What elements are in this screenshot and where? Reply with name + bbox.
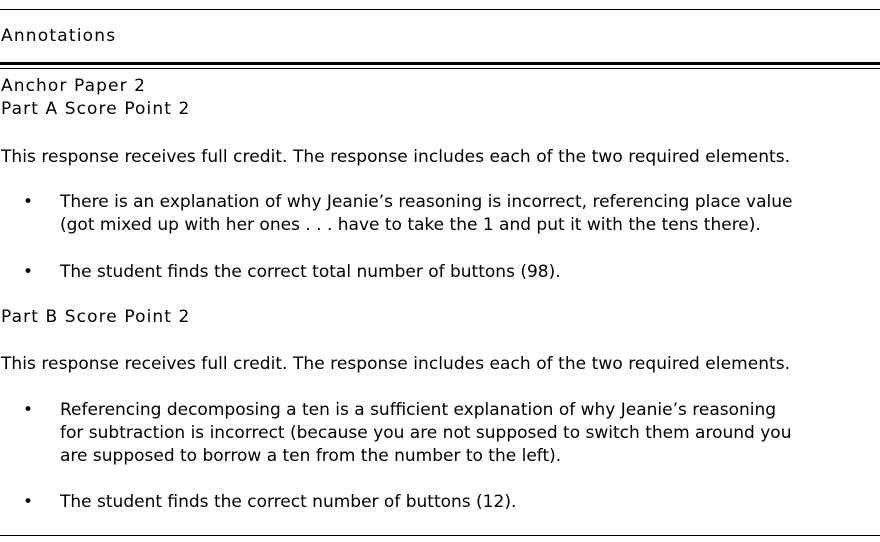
part-b-title: Part B Score Point 2 [1,307,191,327]
bottom-rule [0,535,880,536]
part-a-summary: This response receives full credit. The response includes each of the two required elements. [1,147,791,167]
header-thick-rule [0,62,880,65]
header-thin-rule [0,68,880,69]
annotations-heading: Annotations [1,26,117,46]
part-a-title: Part A Score Point 2 [1,99,191,119]
part-b-bullet-1-marker: • [23,400,34,420]
part-b-bullet-2-line-1: The student finds the correct number of buttons (12). [60,492,517,512]
part-a-bullet-2-line-1: The student finds the correct total number of buttons (98). [60,262,561,282]
part-b-summary: This response receives full credit. The response includes each of the two required elements. [1,354,791,374]
anchor-paper-title: Anchor Paper 2 [1,76,147,96]
part-b-bullet-2-marker: • [23,492,34,512]
part-a-bullet-2-marker: • [23,262,34,282]
part-a-bullet-1-marker: • [23,192,34,212]
top-rule [0,9,880,10]
part-b-bullet-1-line-3: are supposed to borrow a ten from the number to the left). [60,446,562,466]
part-b-bullet-1-line-1: Referencing decomposing a ten is a sufficient explanation of why Jeanie’s reasoning [60,400,777,420]
part-a-bullet-1-line-1: There is an explanation of why Jeanie’s reasoning is incorrect, referencing place value [60,192,793,212]
part-b-bullet-1-line-2: for subtraction is incorrect (because you are not supposed to switch them around you [60,423,792,443]
part-a-bullet-1-line-2: (got mixed up with her ones . . . have to take the 1 and put it with the tens there). [60,215,761,235]
